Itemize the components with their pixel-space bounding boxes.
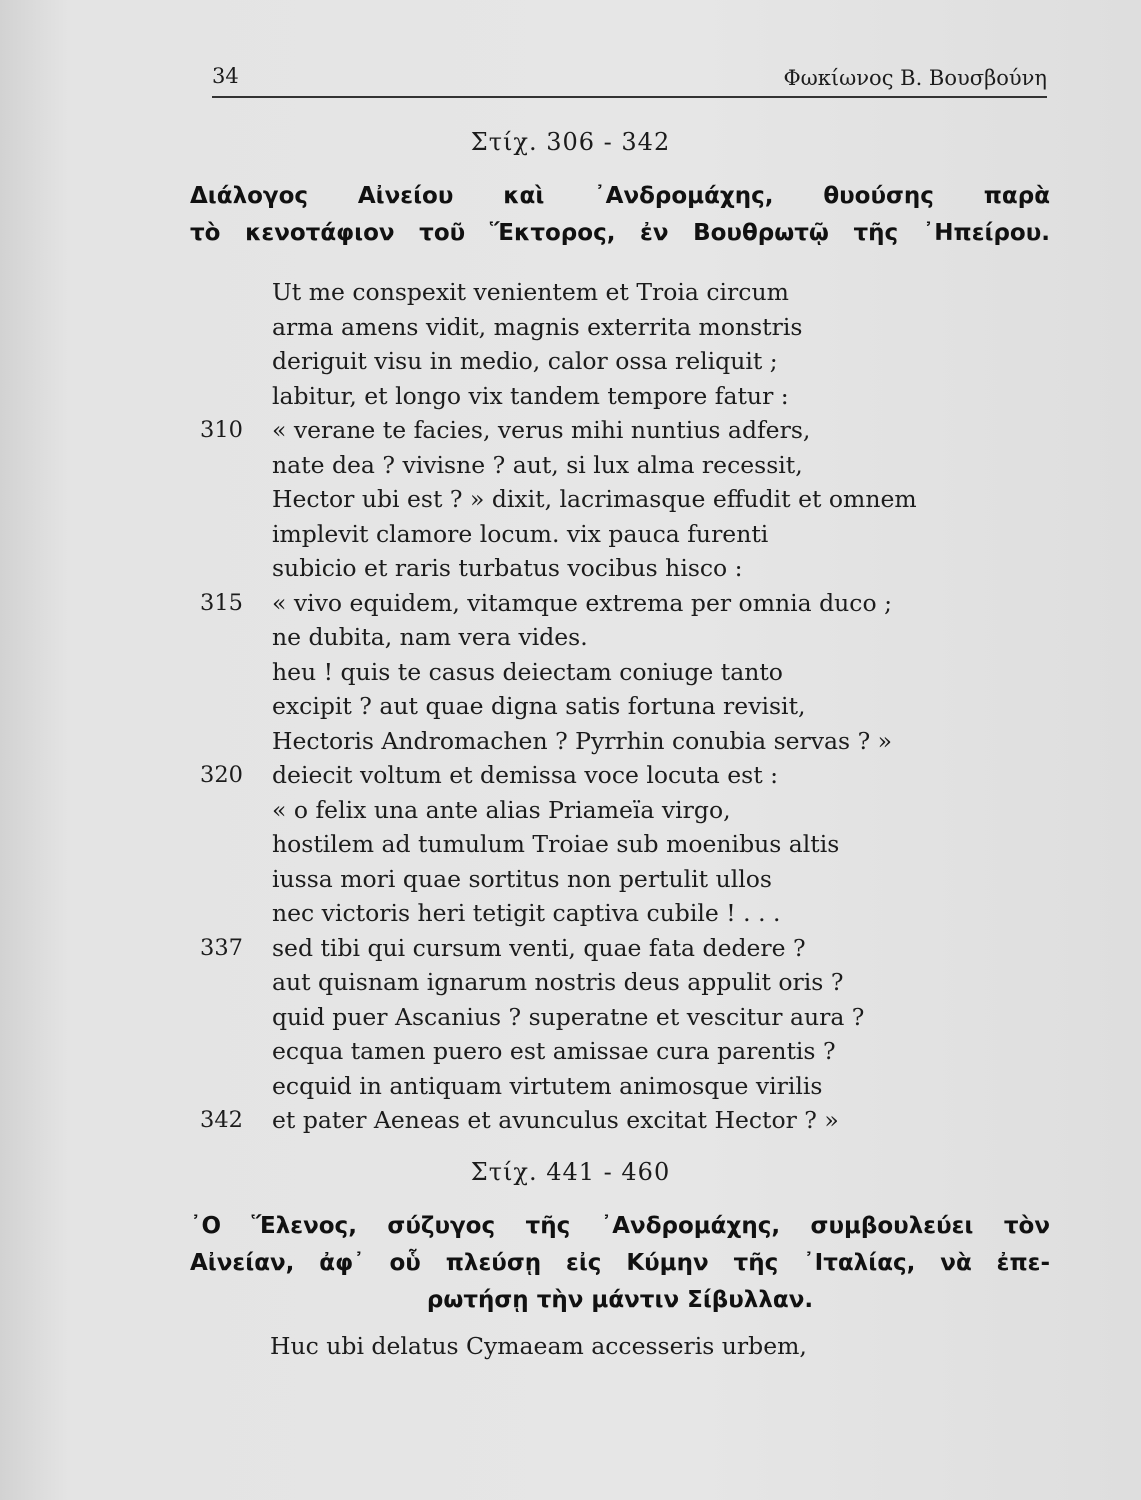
- verse-text: deiecit voltum et demissa voce locuta est :: [272, 761, 779, 789]
- verse-line: [200, 520, 1000, 555]
- verse-line: [200, 278, 1000, 313]
- verse-line: [200, 692, 1000, 727]
- verse-text: et pater Aeneas et avunculus excitat Hector ? »: [272, 1106, 839, 1134]
- verse-line: [200, 796, 1000, 831]
- verse-line: [200, 485, 1000, 520]
- verse-line: [200, 347, 1000, 382]
- verse-text: « vivo equidem, vitamque extrema per omnia duco ;: [272, 588, 892, 617]
- verse-line: [200, 382, 1000, 417]
- verse-line: [200, 451, 1000, 486]
- verse-text: iussa mori quae sortitus non pertulit ullos: [272, 864, 772, 893]
- verse-text: ne dubita, nam vera vides.: [272, 623, 588, 651]
- verse-line: [200, 830, 1000, 865]
- verse-line: [200, 934, 1000, 969]
- verse-text: Hector ubi est ? » dixit, lacrimasque effudit et omnem: [272, 485, 917, 513]
- section-heading-1: [190, 178, 1050, 252]
- verse-text: « o felix una ante alias Priameïa virgo,: [272, 795, 731, 824]
- verse-text: aut quisnam ignarum nostris deus appulit oris ?: [272, 968, 844, 996]
- verse-list: [200, 278, 1000, 1141]
- verse-text: ecquid in antiquam virtutem animosque virilis: [272, 1071, 823, 1100]
- verse-number: 337: [200, 934, 243, 961]
- verse-text: hostilem ad tumulum Troiae sub moenibus altis: [272, 830, 840, 858]
- verse-line: [200, 313, 1000, 348]
- verse-text: arma amens vidit, magnis exterrita monstris: [272, 312, 803, 341]
- section-heading-2: [190, 1208, 1050, 1319]
- verse-number: 320: [200, 762, 243, 788]
- page-number: 34: [212, 64, 239, 88]
- heading-line: ρωτήσῃ τὴν μάντιν Σίβυλλαν.: [426, 1287, 814, 1313]
- verse-text: « verane te facies, verus mihi nuntius adfers,: [272, 416, 811, 444]
- verse-text: Huc ubi delatus Cymaeam accesseris urbem,: [270, 1332, 807, 1360]
- verse-text: excipit ? aut quae digna satis fortuna revisit,: [272, 692, 806, 720]
- verse-line: [200, 554, 1000, 589]
- verse-line: [200, 1106, 1000, 1141]
- verse-number: 315: [200, 589, 243, 616]
- verse-text: Ut me conspexit venientem et Troia circum: [272, 278, 789, 306]
- heading-line: Αἰνείαν, ἀφ᾿ οὗ πλεύσῃ εἰς Κύμην τῆς ᾿Ιταλίας, νὰ ἐπε-: [190, 1250, 1050, 1276]
- verse-line: [200, 865, 1000, 900]
- verse-line: [200, 899, 1000, 934]
- verse-line: [200, 761, 1000, 796]
- heading-line: ᾿Ο Ἕλενος, σύζυγος τῆς ᾿Ανδρομάχης, συμβουλεύει τὸν: [190, 1213, 1050, 1239]
- running-header: [212, 62, 1047, 98]
- verse-text: quid puer Ascanius ? superatne et vescitur aura ?: [272, 1002, 865, 1031]
- verse-line: [200, 1072, 1000, 1107]
- verse-text: nec victoris heri tetigit captiva cubile ! . . .: [272, 899, 781, 927]
- section-title-1: Στίχ. 306 - 342: [470, 128, 671, 156]
- verse-text: sed tibi qui cursum venti, quae fata dedere ?: [272, 933, 806, 962]
- verse-line: [200, 589, 1000, 624]
- verse-number: 342: [200, 1107, 243, 1133]
- verse-text: subicio et raris turbatus vocibus hisco :: [272, 554, 743, 582]
- verse-line: [200, 416, 1000, 451]
- verse-number: 310: [200, 417, 243, 443]
- verse-text: heu ! quis te casus deiectam coniuge tanto: [272, 657, 783, 686]
- verse-line: [200, 658, 1000, 693]
- verse-text: deriguit visu in medio, calor ossa reliquit ;: [272, 347, 778, 375]
- heading-line: τὸ κενοτάφιον τοῦ Ἕκτορος, ἐν Βουθρωτῷ τῆς ᾿Ηπείρου.: [190, 220, 1050, 246]
- verse-text: implevit clamore locum. vix pauca furenti: [272, 519, 769, 548]
- verse-line: [200, 1003, 1000, 1038]
- verse-text: labitur, et longo vix tandem tempore fatur :: [272, 381, 789, 410]
- running-head-author: Φωκίωνος Β. Βουσβούνη: [783, 66, 1047, 90]
- verse-line: [200, 1037, 1000, 1072]
- verse-line: [200, 727, 1000, 762]
- verse-text: Hectoris Andromachen ? Pyrrhin conubia servas ? »: [272, 726, 893, 755]
- verse-line: [200, 968, 1000, 1003]
- section-title-2: Στίχ. 441 - 460: [470, 1158, 671, 1186]
- heading-line: Διάλογος Αἰνείου καὶ ᾿Ανδρομάχης, θυούσης παρὰ: [190, 183, 1050, 209]
- verse-text: ecqua tamen puero est amissae cura parentis ?: [272, 1037, 836, 1065]
- verse-line: [200, 623, 1000, 658]
- verse-text: nate dea ? vivisne ? aut, si lux alma recessit,: [272, 450, 803, 479]
